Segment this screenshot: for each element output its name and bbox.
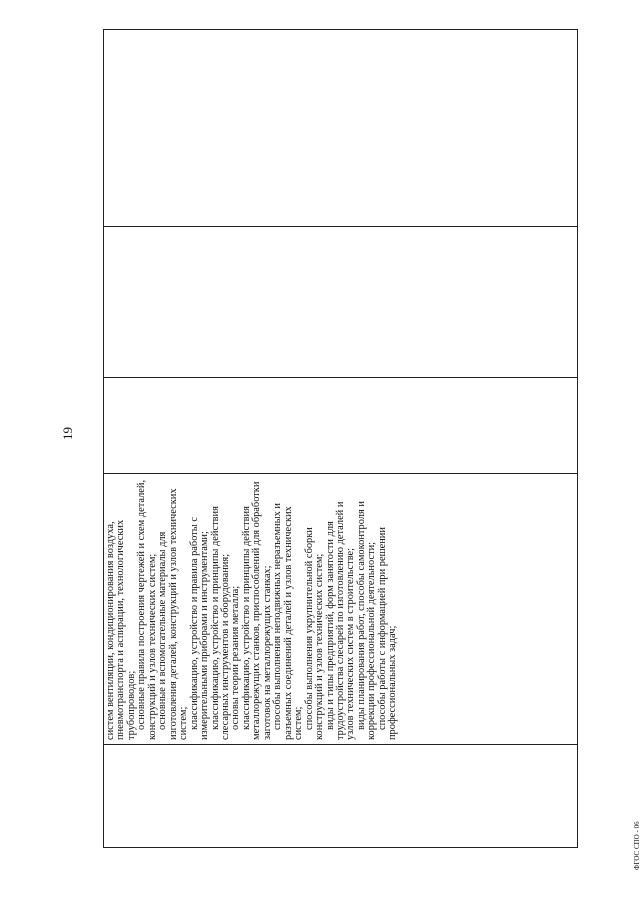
footer-code-text: ФГОС СПО - 06 — [633, 821, 641, 870]
knowledge-item: основные правила построения чертежей и схем деталей, конструкций и узлов технических систем; — [136, 479, 158, 740]
knowledge-item: виды и типы предприятий, форм занятости для трудоустройства слесарей по изготовлению деталей и узлов технических систем в строительстве; — [324, 501, 357, 740]
knowledge-item: способы выполнения укрупнительной сборки конструкций и узлов технических систем; — [303, 527, 326, 740]
table-cell-knowledge — [104, 474, 578, 745]
knowledge-item: способы выполнения неподвижных неразъемных и разъемных соединений деталей и узлов технических систем; — [272, 503, 305, 740]
knowledge-item: классификацию, устройство и правила работы с измерительными приборами и инструментами; — [188, 517, 211, 740]
competency-table — [103, 35, 578, 848]
table-cell-col5 — [104, 30, 578, 227]
document-table — [103, 29, 578, 848]
knowledge-item: способы работы с информацией при решении профессиональных задач; — [376, 527, 399, 740]
table-cell-col3 — [104, 378, 578, 474]
table-cell-col1 — [104, 745, 578, 848]
table-cell-col4 — [104, 227, 578, 378]
table-row — [104, 30, 578, 848]
knowledge-item: классификацию, устройство и принципы действия слесарных инструментов и оборудования; — [209, 506, 231, 740]
knowledge-list — [104, 474, 401, 744]
knowledge-item: основы теории резания металла; — [230, 585, 242, 730]
knowledge-item: систем вентиляции, кондиционирования воздуха, пневмотранспорта и аспирации, технологических трубопроводов; — [105, 519, 137, 740]
knowledge-item: основные и вспомогательные материалы для изготовления деталей, конструкций и узлов технических систем; — [157, 488, 190, 740]
knowledge-item: виды планирования работ, способы самоконтроля и коррекции профессиональной деятельности; — [355, 501, 378, 740]
page-number-text: 19 — [60, 427, 75, 440]
knowledge-item: классификацию, устройство и принципы действия металлорежущих станков, приспособлений для обработки заготовок на металлорежущих станках; — [240, 481, 273, 740]
